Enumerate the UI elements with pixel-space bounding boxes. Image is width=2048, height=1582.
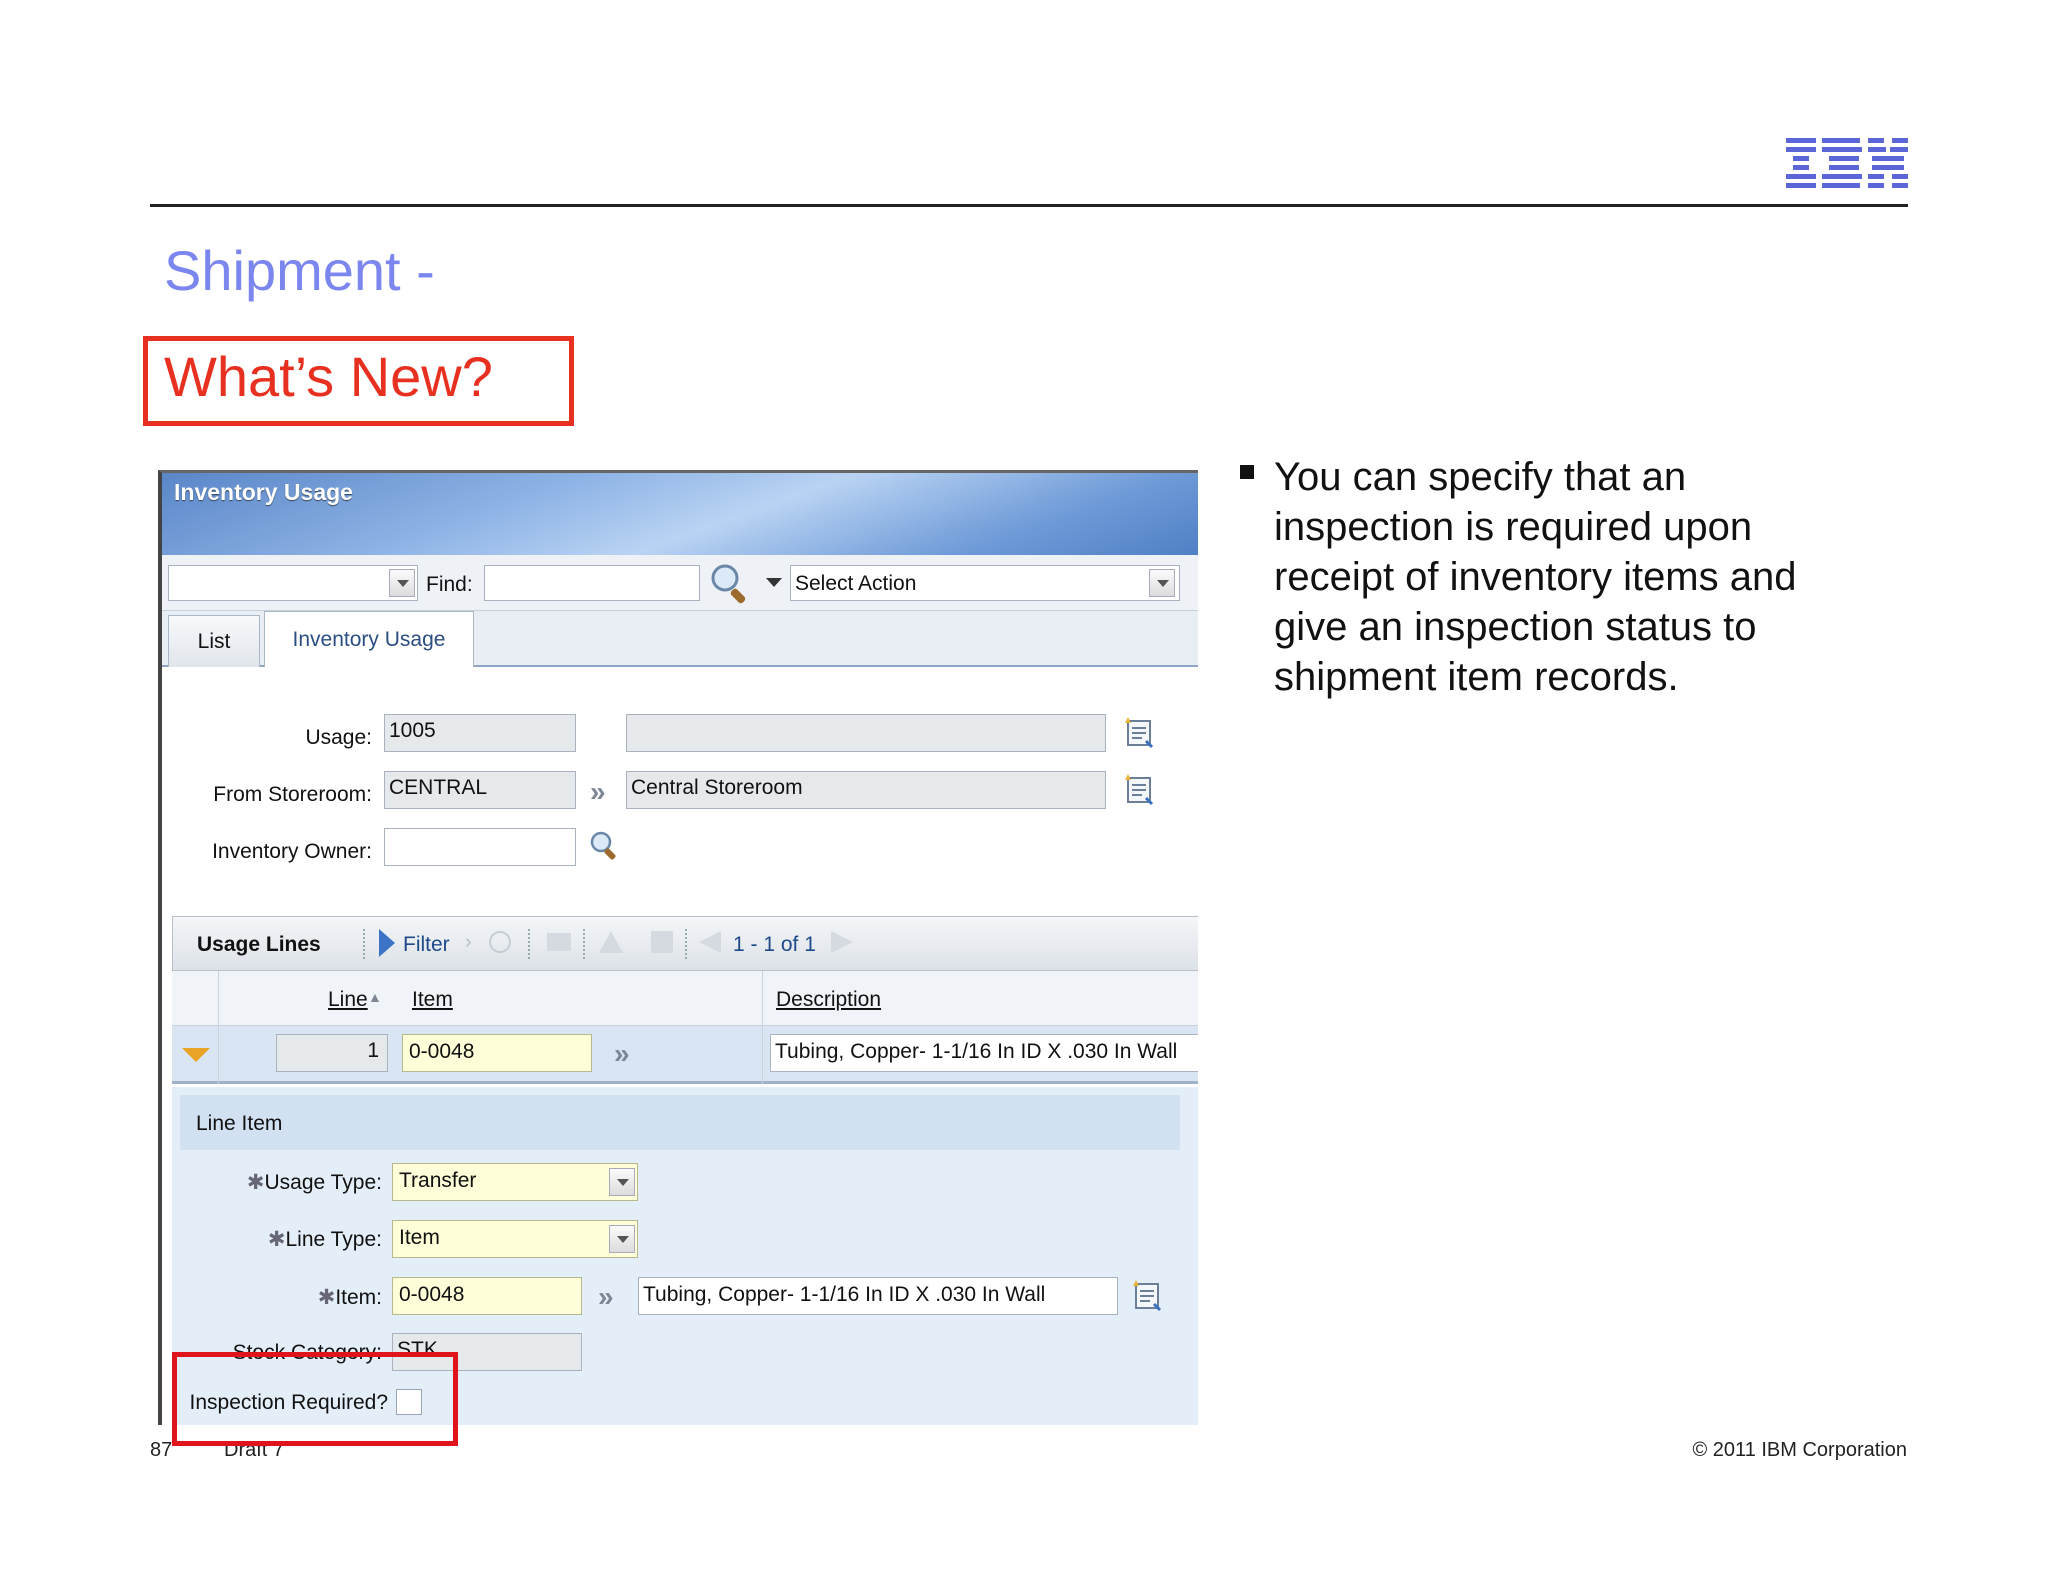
storeroom-description-field[interactable]: Central Storeroom [626,771,1106,809]
inspection-highlight-box [172,1352,458,1446]
bullet-text: You can specify that an inspection is required upon receipt of inventory items and give an inspection status to shipment item records. [1274,455,1797,699]
stock-category-label: Stock Category: [232,1341,382,1364]
bullet-marker [1240,465,1254,479]
long-description-icon[interactable] [1122,715,1156,749]
usage-lines-toolbar [172,916,1198,971]
footer-draft: Draft 7 [224,1439,285,1461]
chevron-down-icon[interactable] [609,1225,635,1253]
app-title: Inventory Usage [174,479,353,505]
separator [363,929,365,959]
usage-type-select[interactable] [392,1163,638,1201]
usage-field[interactable]: 1005 [384,714,576,752]
required-icon: ✱ [267,1228,286,1251]
bookmark-icon[interactable] [599,931,623,953]
detail-menu-icon[interactable]: » [590,776,602,807]
inventory-usage-app [158,470,1198,1425]
footer-page-number: 87 [150,1439,173,1461]
usage-lines-title: Usage Lines [197,933,321,956]
line-item-header [180,1095,1180,1150]
find-label: Find: [426,573,473,596]
previous-page-icon[interactable] [699,931,721,953]
detail-menu-icon[interactable]: » [598,1281,610,1312]
line-type-value: Item [399,1226,440,1249]
from-storeroom-field[interactable]: CENTRAL [384,771,576,809]
app-titlebar [162,473,1198,555]
next-page-icon[interactable] [831,931,853,953]
header-divider [150,204,1908,207]
line-type-label: ✱Line Type: [267,1228,382,1251]
row-collapse-icon[interactable] [182,1048,210,1062]
refresh-icon[interactable] [489,931,511,953]
usage-label: Usage: [305,726,372,749]
required-icon: ✱ [246,1171,265,1194]
item-label: ✱Item: [317,1286,382,1309]
paging-count: 1 - 1 of 1 [733,933,816,956]
line-type-select[interactable] [392,1220,638,1258]
footer-copyright: © 2011 IBM Corporation [1692,1439,1907,1461]
chevron-down-icon[interactable] [609,1168,635,1196]
separator [685,929,687,959]
required-icon: ✱ [317,1286,336,1309]
tab-inventory-usage[interactable]: Inventory Usage [264,611,474,667]
column-divider [218,971,219,1026]
caret-down-icon[interactable] [766,578,782,587]
toolbar [162,555,1198,611]
filter-link[interactable]: Filter [403,933,450,956]
item-description-field[interactable]: Tubing, Copper- 1-1/16 In ID X .030 In Wall [638,1277,1118,1315]
row-line-field[interactable]: 1 [276,1034,388,1072]
settings-icon[interactable] [651,931,673,953]
long-description-icon[interactable] [1122,772,1156,806]
select-action-dropdown[interactable] [790,565,1180,601]
chevron-down-icon[interactable] [389,569,415,597]
column-divider [762,971,763,1026]
item-field[interactable]: 0-0048 [392,1277,582,1315]
table-row[interactable] [172,1026,1198,1084]
chevron-down-icon[interactable] [1149,569,1175,597]
inventory-owner-label: Inventory Owner: [212,840,372,863]
separator [583,929,585,959]
usage-type-value: Transfer [399,1169,477,1192]
find-input[interactable] [484,565,700,601]
from-storeroom-label: From Storeroom: [213,783,372,806]
separator [528,929,530,959]
row-item-field[interactable]: 0-0048 [402,1034,592,1072]
inspection-required-label: Inspection Required? [189,1391,388,1414]
line-item-title: Line Item [196,1112,283,1135]
column-header-line[interactable]: Line [328,988,368,1011]
usage-lines-header-row [172,971,1198,1026]
whats-new-heading: What’s New? [164,345,493,408]
column-header-description[interactable]: Description [776,988,882,1011]
tab-bar [162,611,1198,667]
usage-description-field[interactable] [626,714,1106,752]
filter-icon[interactable] [379,929,395,957]
sort-icon[interactable]: ▲ [368,989,382,1005]
detail-menu-icon[interactable]: » [614,1038,626,1069]
column-header-item[interactable]: Item [412,988,453,1011]
slide-title: Shipment - [164,239,435,302]
row-description-field[interactable]: Tubing, Copper- 1-1/16 In ID X .030 In Wall [770,1034,1198,1072]
inventory-owner-field[interactable] [384,828,576,866]
select-action-label: Select Action [795,572,917,595]
column-divider [218,1026,219,1084]
query-select[interactable] [168,565,418,601]
search-icon[interactable] [588,829,620,861]
search-icon[interactable] [708,561,752,605]
arrow-icon: › [465,931,472,953]
ibm-logo [1786,138,1908,190]
usage-type-label: ✱Usage Type: [246,1171,382,1194]
column-divider [762,1026,763,1084]
download-icon[interactable] [547,933,571,951]
stock-category-field[interactable]: STK [392,1333,582,1371]
long-description-icon[interactable] [1130,1278,1164,1312]
tab-list[interactable]: List [168,615,260,667]
